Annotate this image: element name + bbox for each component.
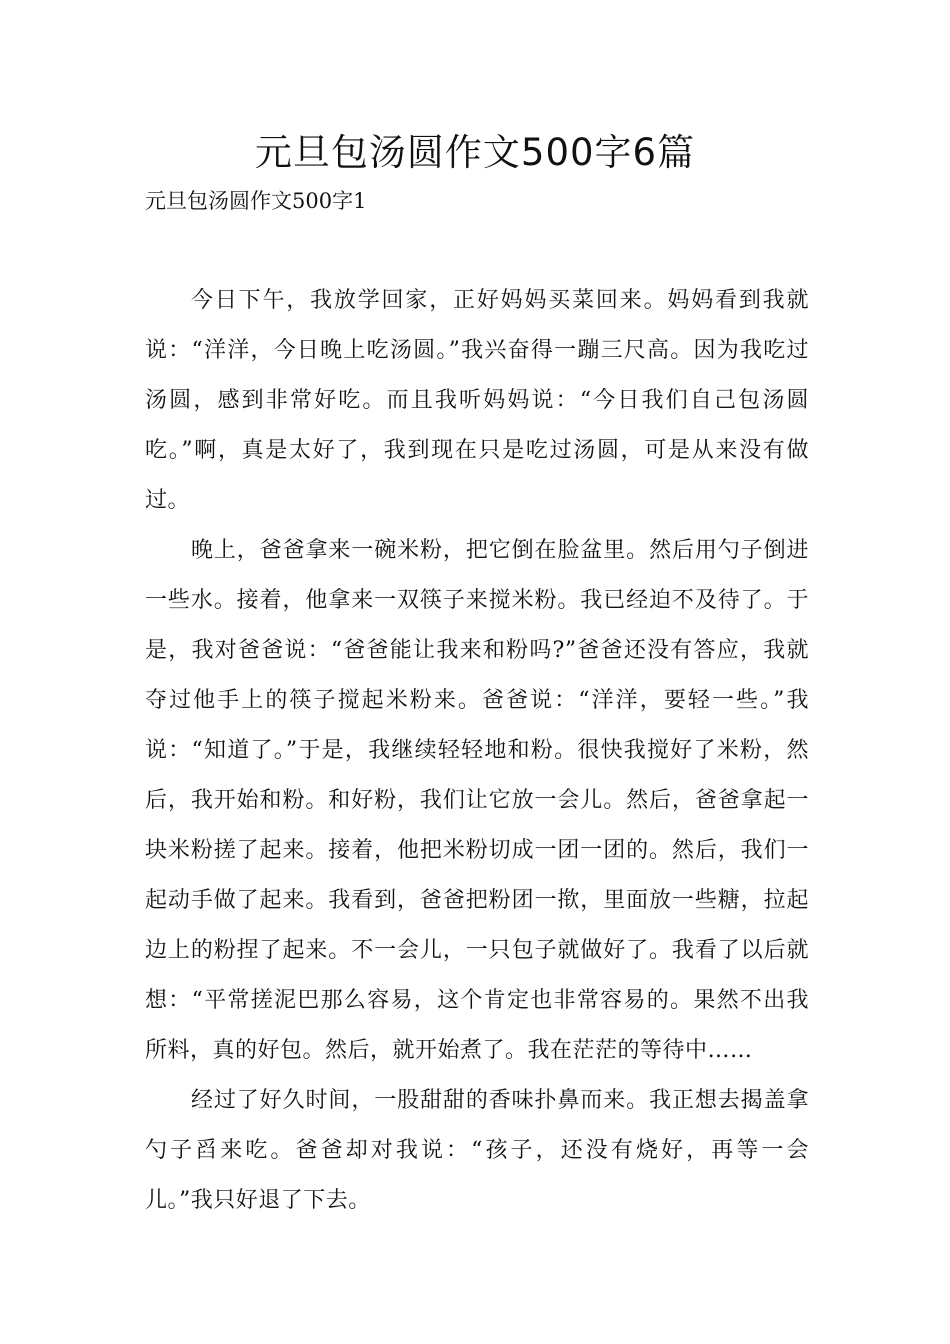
document-title: 元旦包汤圆作文500字6篇 [254, 131, 696, 174]
paragraph-1: 今日下午，我放学回家，正好妈妈买菜回来。妈妈看到我就说：“洋洋，今日晚上吃汤圆。”我兴奋得一蹦三尺高。因为我吃过汤圆，感到非常好吃。而且我听妈妈说：“今日我们自己包汤圆吃。”啊，真是太好了，我到现在只是吃过汤圆，可是从来没有做过。 [145, 288, 809, 513]
section-heading: 元旦包汤圆作文500字1 [145, 189, 367, 213]
document-body [145, 276, 809, 1226]
paragraph-3: 经过了好久时间，一股甜甜的香味扑鼻而来。我正想去揭盖拿勺子舀来吃。爸爸却对我说：“孩子，还没有烧好，再等一会儿。”我只好退了下去。 [145, 1088, 809, 1213]
paragraph-2: 晚上，爸爸拿来一碗米粉，把它倒在脸盆里。然后用勺子倒进一些水。接着，他拿来一双筷子来搅米粉。我已经迫不及待了。于是，我对爸爸说：“爸爸能让我来和粉吗?”爸爸还没有答应，我就夺过他手上的筷子搅起米粉来。爸爸说：“洋洋，要轻一些。”我说：“知道了。”于是，我继续轻轻地和粉。很快我搅好了米粉，然后，我开始和粉。和好粉，我们让它放一会儿。然后，爸爸拿起一块米粉搓了起来。接着，他把米粉切成一团一团的。然后，我们一起动手做了起来。我看到，爸爸把粉团一揿，里面放一些糖，拉起边上的粉捏了起来。不一会儿，一只包子就做好了。我看了以后就想：“平常搓泥巴那么容易，这个肯定也非常容易的。果然不出我所料，真的好包。然后，就开始煮了。我在茫茫的等待中…… [145, 538, 809, 1063]
